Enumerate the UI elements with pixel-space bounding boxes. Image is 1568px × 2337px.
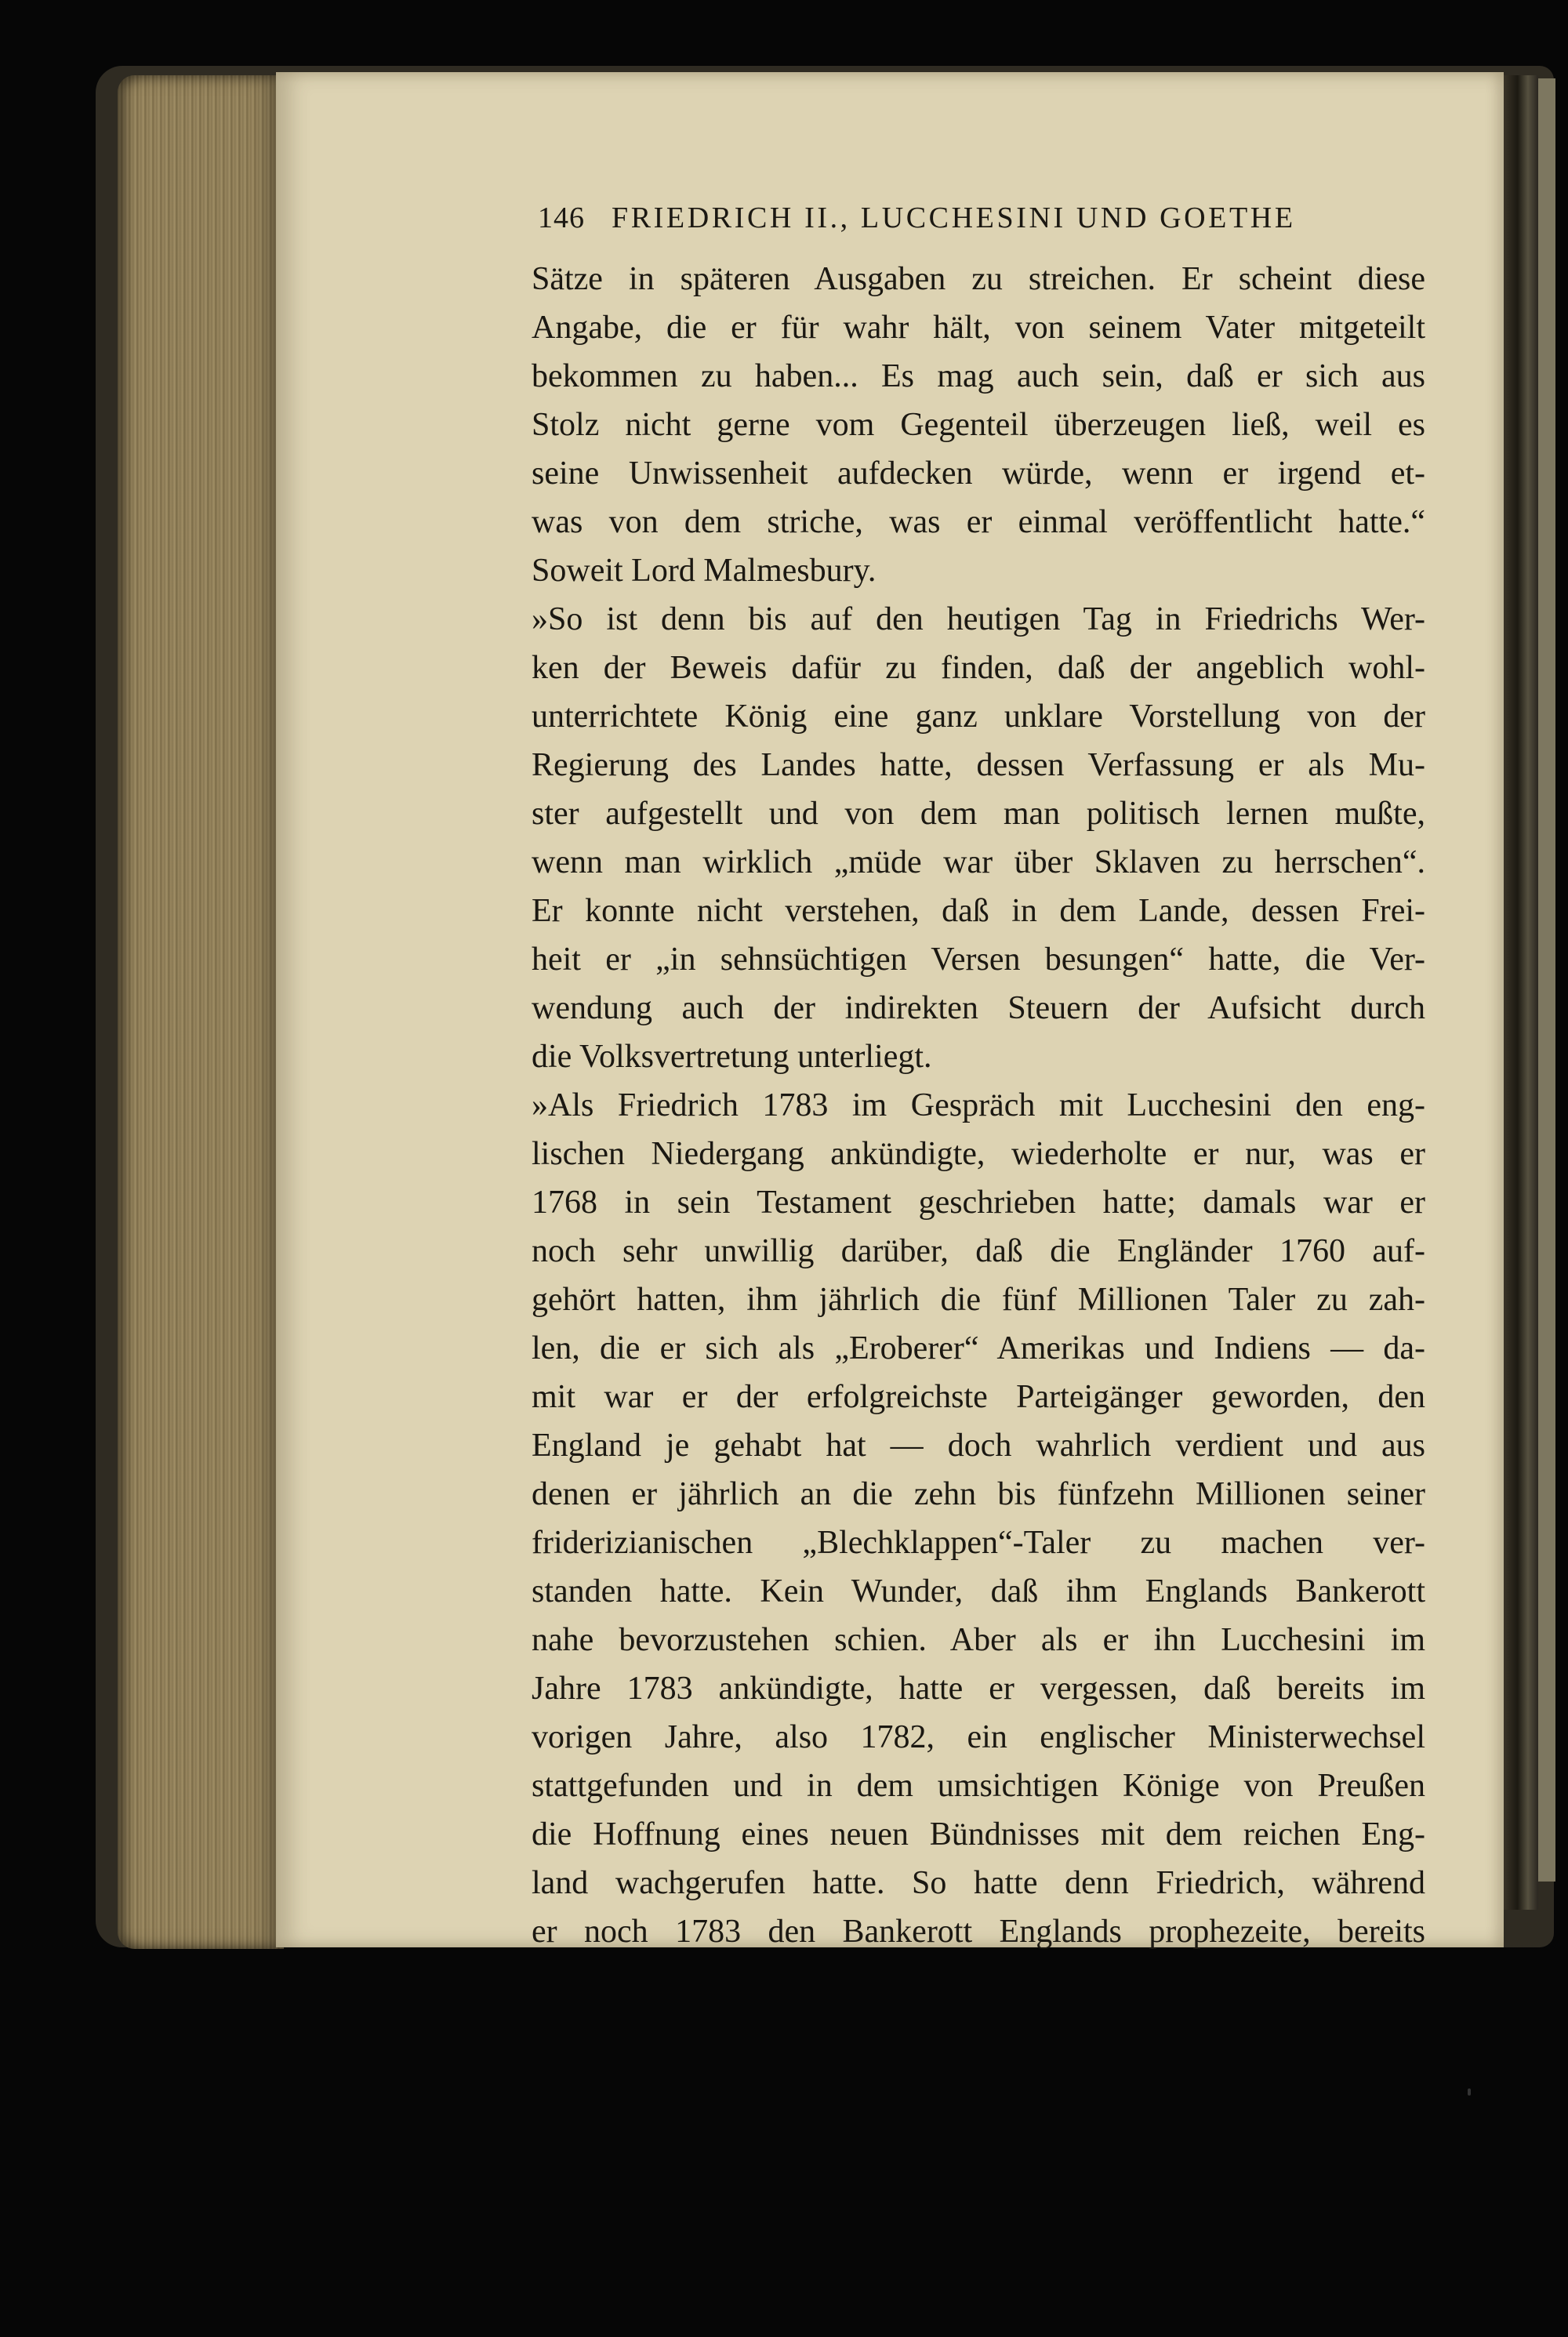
running-head-title: FRIEDRICH II., LUCCHESINI UND GOETHE: [612, 201, 1296, 234]
page-number: 146: [538, 201, 585, 234]
text-line: standen hatte. Kein Wunder, daß ihm Englands Bankerott: [532, 1573, 1425, 1609]
text-line: Sätze in späteren Ausgaben zu streichen. Er scheint diese: [532, 261, 1425, 297]
paper-speck: [1468, 2088, 1471, 2096]
text-line: land wachgerufen hatte. So hatte denn Friedrich, während: [532, 1865, 1425, 1901]
text-line: gehört hatten, ihm jährlich die fünf Millionen Taler zu zah-: [532, 1282, 1425, 1318]
text-line: unterrichtete König eine ganz unklare Vorstellung von der: [532, 699, 1425, 735]
text-line: nahe bevorzustehen schien. Aber als er ihn Lucchesini im: [532, 1622, 1425, 1658]
text-line: Stolz nicht gerne vom Gegenteil überzeugen ließ, weil es: [532, 407, 1425, 443]
text-line: 1768 in sein Testament geschrieben hatte; damals war er: [532, 1185, 1425, 1221]
text-line: stattgefunden und in dem umsichtigen Könige von Preußen: [532, 1768, 1425, 1804]
running-head: [538, 201, 1400, 245]
text-line: England je gehabt hat — doch wahrlich verdient und aus: [532, 1428, 1425, 1464]
text-line: friderizianischen „Blechklappen“-Taler zu machen ver-: [532, 1525, 1425, 1561]
text-line: heit er „in sehnsüchtigen Versen besungen“ hatte, die Ver-: [532, 942, 1425, 978]
text-line: wendung auch der indirekten Steuern der Aufsicht durch: [532, 990, 1425, 1026]
text-line: Er konnte nicht verstehen, daß in dem Lande, dessen Frei-: [532, 893, 1425, 929]
right-cover-strip: [1538, 78, 1555, 1882]
text-line: Regierung des Landes hatte, dessen Verfassung er als Mu-: [532, 747, 1425, 783]
text-line: bekommen zu haben... Es mag auch sein, daß er sich aus: [532, 358, 1425, 394]
text-line: was von dem striche, was er einmal veröffentlicht hatte.“: [532, 504, 1425, 540]
text-line: »Als Friedrich 1783 im Gespräch mit Lucchesini den eng-: [532, 1087, 1425, 1123]
text-line: len, die er sich als „Eroberer“ Amerikas und Indiens — da-: [532, 1330, 1425, 1366]
text-line: lischen Niedergang ankündigte, wiederholte er nur, was er: [532, 1136, 1425, 1172]
right-page-edge: [1504, 75, 1538, 1910]
text-line: ster aufgestellt und von dem man politisch lernen mußte,: [532, 796, 1425, 832]
text-line: die Hoffnung eines neuen Bündnisses mit dem reichen Eng-: [532, 1816, 1425, 1853]
text-line: er noch 1783 den Bankerott Englands prophezeite, bereits: [532, 1914, 1425, 1950]
text-line: vorigen Jahre, also 1782, ein englischer Ministerwechsel: [532, 1719, 1425, 1755]
text-line: »So ist denn bis auf den heutigen Tag in Friedrichs Wer-: [532, 601, 1425, 637]
text-line: die Volksvertretung unterliegt.: [532, 1039, 932, 1075]
text-line: noch sehr unwillig darüber, daß die Engländer 1760 auf-: [532, 1233, 1425, 1269]
text-line: wenn man wirklich „müde war über Sklaven zu herrschen“.: [532, 844, 1425, 880]
text-line: mit war er der erfolgreichste Parteigänger geworden, den: [532, 1379, 1425, 1415]
page-edges: [118, 75, 284, 1949]
text-line: Angabe, die er für wahr hält, von seinem Vater mitgeteilt: [532, 310, 1425, 346]
text-line: Jahre 1783 ankündigte, hatte er vergessen, daß bereits im: [532, 1671, 1425, 1707]
text-line: seine Unwissenheit aufdecken würde, wenn er irgend et-: [532, 455, 1425, 492]
body-text: [532, 255, 1425, 1956]
text-line: denen er jährlich an die zehn bis fünfzehn Millionen seiner: [532, 1476, 1425, 1512]
text-line: ken der Beweis dafür zu finden, daß der angeblich wohl-: [532, 650, 1425, 686]
text-line: Soweit Lord Malmesbury.: [532, 553, 877, 589]
